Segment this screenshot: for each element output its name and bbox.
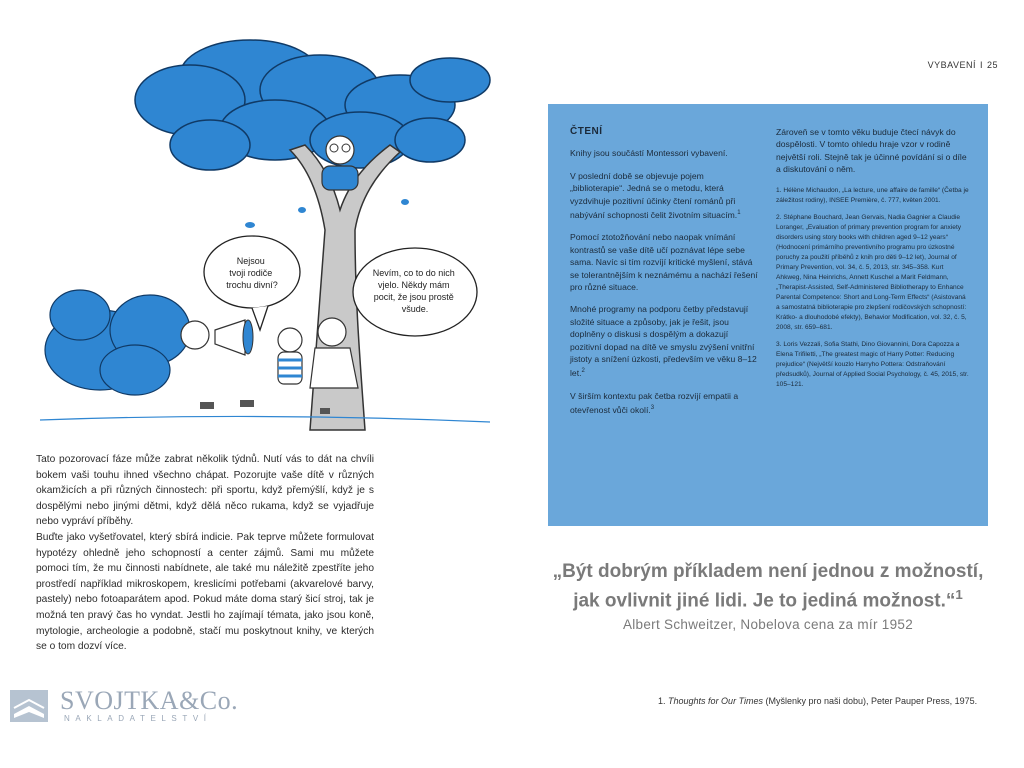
section-title: VYBAVENÍ: [927, 60, 976, 70]
publisher-name: SVOJTKA&Co.: [60, 686, 239, 715]
sidebar-paragraph: V poslední době se objevuje pojem „biblioterapie“. Jedná se o metodu, která vyzdvihuje pozitivní účinky čtení románů při nabývání schopnosti čelit životním situacím.$^1$: [570, 170, 741, 220]
bubble-right-line-2: vjelo. Někdy mám: [377, 280, 450, 290]
header-separator: I: [979, 60, 983, 70]
bubble-left-line-3: trochu divní?: [226, 280, 278, 290]
bush: [45, 290, 190, 395]
book-logo-icon: [8, 686, 50, 726]
adult-with-megaphone: [181, 320, 253, 355]
bubble-right-line-4: všude.: [401, 304, 429, 314]
sidebar-column-right: [776, 126, 970, 397]
sidebar-paragraph: Knihy jsou součástí Montessori vybavení.: [570, 148, 728, 159]
sidebar-paragraph: Mnohé programy na podporu četby představují složité situace a způsoby, jak je řešit, jsou doplněny o diskusi s dospělým a dokazují pozitivní dopad na dítě ve smyslu zvýšení vnitřní jistoty a snížení úzkosti, především ve věku 8–12 let.$^2$: [570, 304, 757, 379]
quote-line-2: jak ovlivnit jiné lidi. Je to jediná možnost.“$^1$: [573, 587, 963, 612]
quote-line-1: „Být dobrým příkladem není jednou z možností,: [552, 561, 984, 582]
references: [776, 186, 970, 390]
footnote-number: 1.: [658, 696, 666, 706]
page-footnote: [658, 696, 977, 706]
scattered-books: [200, 400, 330, 414]
body-text: [36, 452, 374, 655]
sidebar-column-left: [570, 126, 758, 426]
footnote-ref: 1: [737, 210, 741, 217]
quote-footnote-ref: 1: [955, 587, 963, 602]
footnote-rest: (Myšlenky pro naši dobu), Peter Pauper Press, 1975.: [762, 696, 978, 706]
reference-item: 3. Loris Vezzali, Sofia Stathi, Dino Giovannini, Dora Capozza a Elena Trifiletti, „The greatest magic of Harry Potter: Reducing prejudice“ (Největší kouzlo Harryho Pottera: Odstraňování předsudků), Journal of Applied Social Psychology, č. 45, 2015, str. 105–121.: [776, 340, 969, 388]
sidebar-title: ČTENÍ: [570, 126, 603, 137]
sidebar-paragraph: Pomocí ztotožňování nebo naopak vnímání kontrastů se vaše dítě učí poznávat lépe sebe sama. Navíc si tím rozvíjí kritické myšlení, stává se tolerantnějším k neznámému a nachází řešení pro různé situace.: [570, 232, 758, 292]
reference-item: 1. Hélène Michaudon, „La lecture, une affaire de famille“ (Četba je záležitost rodiny), INSEE Première, č. 777, květen 2001.: [776, 186, 969, 204]
footnote-ref: 3: [650, 405, 655, 412]
body-paragraph: Buďte jako vyšetřovatel, který sbírá indicie. Pak teprve můžete formulovat hypotézy ohledně jeho schopností a center zájmů. Sami mu můžete pomoci tím, že mu činnosti nabídnete, ale také mu náležitě zpestříte jeho prostředí například mikroskopem, kreslicími potřebami (akvarelové barvy, pastely) nebo fotoaparátem apod. Pokud máte doma starý šicí stroj, tak je možná ten pravý čas ho vyndat. Jestli ho zajímají témata, jako jsou koně, mytologie, archeologie a podobně, stačí mu poskytnout knihy, ve kterých se o tom dozví více.: [36, 531, 374, 653]
page-number: 25: [986, 60, 998, 70]
pull-quote: [548, 560, 988, 632]
bubble-left-line-2: tvoji rodiče: [229, 268, 273, 278]
footnote-ref: 2: [581, 368, 585, 375]
reading-sidebar-box: [548, 104, 988, 526]
reference-item: 2. Stéphane Bouchard, Jean Gervais, Nadia Gagnier a Claudie Loranger, „Evaluation of primary prevention program for anxiety disorders using story books with children aged 9–12 years“ (Hodnocení primárního preventivního programu pro úzkostné poruchy za použití příběhů z knih pro děti 9–12 let), Journal of Primary Prevention, vol. 34, č. 5, 2013, str. 345–358. Kurt Ahkweg, Nina Heinrichs, Annett Kuschel a Marit Feldmann, „Therapist-Assisted, Self-Administered Bibliotherapy to Enhance Parental Competence: Short and Long-Term Effects“ (Asistovaná a samostatná biblioterapie pro zlepšení rodičovských schopností: Krátko- a dlouhodobé efekty), Behavior Modification, vol. 32, č. 5, 2008, str. 659–681.: [776, 213, 967, 331]
tree-canopy: [135, 40, 490, 170]
quote-text: [548, 560, 988, 612]
quote-author: Albert Schweitzer, Nobelova cena za mír 1952: [622, 617, 914, 633]
footnote-title: Thoughts for Our Times: [668, 696, 763, 706]
bubble-left-line-1: Nejsou: [236, 256, 265, 266]
sidebar-paragraph: Zároveň se v tomto věku buduje čtecí návyk do dospělosti. V tomto ohledu hraje vzor v rodině největší roli. Stejně tak je účinné povídání si o díle a diskutování o něm.: [776, 127, 967, 175]
bubble-right-line-3: pocit, že jsou prostě: [373, 292, 454, 302]
publisher-subtitle: NAKLADATELSTVÍ: [64, 714, 212, 723]
tree-illustration: [20, 30, 500, 450]
body-paragraph: Tato pozorovací fáze může zabrat několik týdnů. Nutí vás to dát na chvíli bokem vaši touhu ihned všechno chápat. Pozorujte vaše dítě v různých okamžicích a při různých činnostech: při sportu, když přemýšlí, když je s dospělými nebo jinými dětmi, když dělá něco rukama, když se vyjadřuje nebo vypráví příběhy.: [36, 454, 374, 528]
ground-line: [40, 416, 490, 422]
speech-bubble-right: [353, 248, 477, 336]
speech-bubble-left: [204, 236, 300, 330]
bubble-right-line-1: Nevím, co to do nich: [372, 268, 455, 278]
running-header: [928, 60, 998, 70]
child-boy: [278, 328, 302, 384]
sidebar-paragraph: V širším kontextu pak četba rozvíjí empatii a otevřenost vůči okolí.$^3$: [570, 390, 739, 415]
